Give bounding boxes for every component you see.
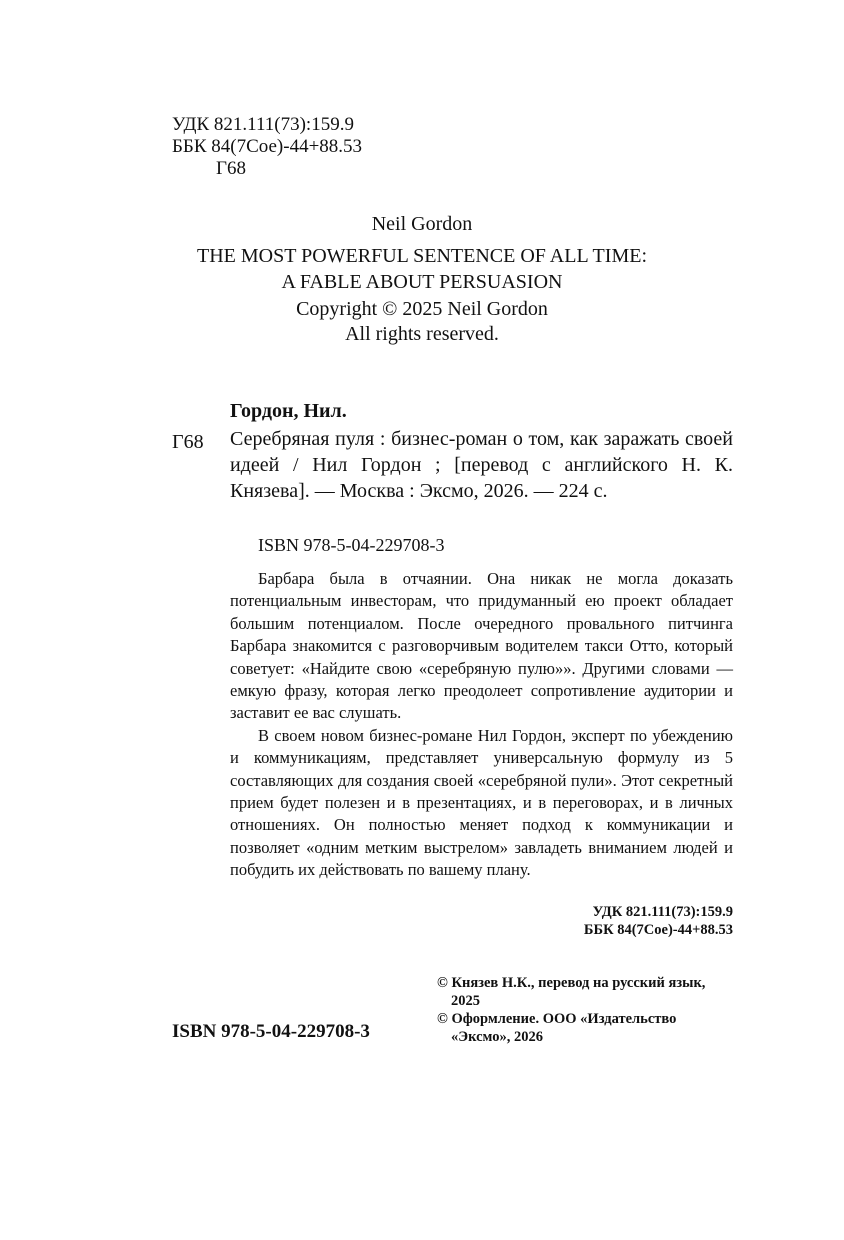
udk-code-bottom: УДК 821.111(73):159.9 — [592, 904, 733, 920]
original-title-line2: A FABLE ABOUT PERSUASION — [281, 271, 563, 293]
annotation-paragraph-2: В своем новом бизнес-романе Нил Гордон, эксперт по убеждению и коммуникациям, представляет универсальную формулу из 5 составляющих для создания своей «серебряной пули». Этот секретный прием будет полезен и в презентациях, и в переговорах, и в личных отношениях. Он полностью меняет подход к коммуникации и позволяет «одним метким выстрелом» завладеть вниманием людей и побудить их действовать по вашему плану. — [230, 725, 733, 880]
udk-code: УДК 821.111(73):159.9 — [172, 114, 354, 135]
copyright-translation: © Князев Н.К., перевод на русский язык, 2025 — [437, 975, 706, 1009]
classification-block — [172, 114, 362, 180]
classification-bottom — [540, 903, 733, 939]
original-rights: All rights reserved. — [345, 323, 499, 345]
original-author: Neil Gordon — [371, 213, 473, 235]
author-code: Г68 — [216, 158, 246, 179]
copyright-notices — [437, 974, 737, 1046]
footer-isbn: ISBN 978-5-04-229708-3 — [172, 1021, 370, 1042]
bbk-code: ББК 84(7Сое)-44+88.53 — [172, 136, 363, 157]
copyright-design: © Оформление. ООО «Издательство «Эксмо», 2026 — [437, 1011, 677, 1045]
original-copyright: Copyright © 2025 Neil Gordon — [296, 298, 548, 320]
annotation-paragraph-1: Барбара была в отчаянии. Она никак не могла доказать потенциальным инвесторам, что придуманный ею проект обладает большим потенциалом. После очередного провального питчинга Барбара знакомится с разговорчивым водителем такси Отто, который советует: «Найдите свою «серебряную пулю»». Другими словами — емкую фразу, которая легко преодолеет сопротивление аудитории и заставит ее вас слушать. — [230, 569, 733, 723]
annotation — [230, 568, 733, 882]
original-title-line1: THE MOST POWERFUL SENTENCE OF ALL TIME: — [196, 245, 647, 267]
record-author-heading: Гордон, Нил. — [230, 400, 347, 422]
original-copyright-block — [0, 297, 844, 347]
record-isbn: ISBN 978-5-04-229708-3 — [258, 535, 445, 555]
record-description: Серебряная пуля : бизнес-роман о том, как заражать своей идеей / Нил Гордон ; [перевод с английского Н. К. Князева]. — Москва : Эксмо, 2026. — 224 с. — [230, 428, 733, 502]
bbk-code-bottom: ББК 84(7Сое)-44+88.53 — [583, 922, 733, 938]
record-author-code: Г68 — [172, 431, 204, 453]
original-title — [0, 243, 844, 295]
